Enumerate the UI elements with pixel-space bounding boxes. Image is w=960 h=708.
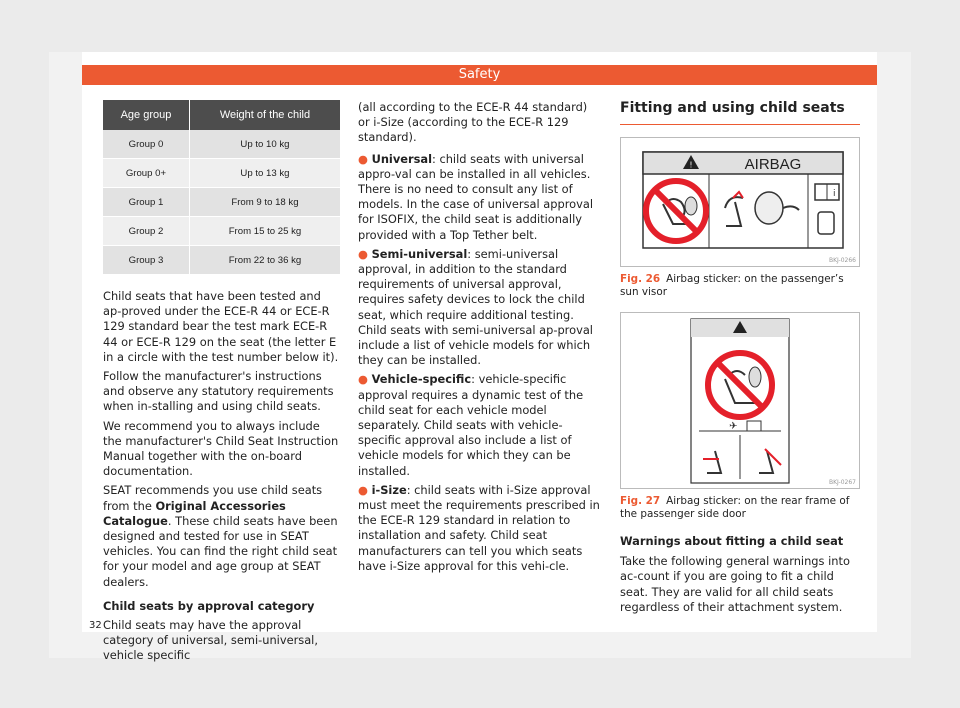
table-row <box>103 159 340 188</box>
right-margin <box>877 52 911 632</box>
section-header: Safety <box>82 65 877 85</box>
figure-27 <box>620 312 860 489</box>
table-row <box>103 217 340 246</box>
figure-27-caption: Fig. 27 Airbag sticker: on the rear frame of the passenger side door <box>620 495 850 520</box>
svg-text:i: i <box>833 189 836 199</box>
table-cell: Group 1 <box>103 188 189 217</box>
table-header-weight: Weight of the child <box>189 100 340 130</box>
accessories-catalogue: Original Accessories Catalogue <box>103 498 286 528</box>
column-middle <box>358 100 601 574</box>
subheading-approval-category: Child seats by approval category <box>103 598 315 613</box>
table-cell: Group 0+ <box>103 159 189 188</box>
paragraph-seat-recommends: SEAT recommends you use child seats from the Original Accessories Catalogue. These child seats have been designed and tested for use in SEAT vehicles. You can find the right child seat for your model and age group at SEAT dealers. <box>103 483 338 589</box>
figure-26-caption: Fig. 26 Airbag sticker: on the passenger’s sun visor <box>620 273 844 298</box>
warnings-heading: Warnings about fitting a child seat <box>620 534 844 548</box>
paragraph-test-mark: Child seats that have been tested and ap-proved under the ECE-R 44 or ECE-R 129 standard bear the test mark ECE-R 44 or ECE-R 129 on the seat (the letter E in a circle with the test number below it). <box>103 289 339 364</box>
table-cell: Up to 10 kg <box>189 130 340 159</box>
paragraph-approval-category: Child seats may have the approval category of universal, semi-universal, vehicle specific <box>103 618 318 663</box>
age-weight-table <box>103 100 340 275</box>
paragraph-manufacturer-instructions: Follow the manufacturer's instructions and observe any statutory requirements when in-stalling and using child seats. <box>103 369 334 414</box>
paragraph-standards: (all according to the ECE-R 44 standard) or i-Size (according to the ECE-R 129 standard). <box>358 100 588 145</box>
figure-code: BKJ-0266 <box>828 257 856 264</box>
left-margin <box>49 52 82 632</box>
table-cell: From 22 to 36 kg <box>189 246 340 275</box>
table-cell: Up to 13 kg <box>189 159 340 188</box>
svg-text:✈: ✈ <box>729 421 738 432</box>
table-cell: Group 2 <box>103 217 189 246</box>
paragraph-recommend-manual: We recommend you to always include the manufacturer's Child Seat Instruction Manual together with the on-board documentation. <box>103 418 339 479</box>
list-item: ● i-Size: child seats with i-Size approval must meet the requirements prescribed in the ECE-R 129 standard in relation to installation and safety. Child seat manufacturers can tell you which seats have i-Size approval for this vehi-cle. <box>358 482 600 573</box>
column-right <box>620 100 860 615</box>
table-row <box>103 188 340 217</box>
warnings-paragraph: Take the following general warnings into ac-count if you are going to fit a child seat. They are valid for all child seats regardless of their attachment system. <box>620 554 850 614</box>
column-left <box>103 100 340 664</box>
table-cell: Group 3 <box>103 246 189 275</box>
table-row <box>103 246 340 275</box>
table-cell: From 15 to 25 kg <box>189 217 340 246</box>
airbag-label: AIRBAG <box>744 156 802 173</box>
page-number: 32 <box>89 620 102 631</box>
list-item: ● Semi-universal: semi-universal approval, in addition to the standard requirements of universal approval, requires safety devices to lock the child seat, which require additional testing. Child seats with semi-universal ap-proval include a list of vehicle models for which they can be installed. <box>358 246 593 368</box>
figure-26 <box>620 137 860 267</box>
table-row <box>103 130 340 159</box>
airbag-door-frame-sticker <box>621 313 859 488</box>
table-cell: Group 0 <box>103 130 189 159</box>
svg-text:!: ! <box>689 160 693 170</box>
list-item: ● Vehicle-specific: vehicle-specific approval requires a dynamic test of the child seat for each vehicle model separately. Child seats with vehicle-specific approval also include a list of vehicle models for which they can be installed. <box>358 372 584 478</box>
list-item: ● Universal: child seats with universal appro-val can be installed in all vehicles. There is no need to consult any list of models. In the case of universal approval for ISOFIX, the child seat is additionally provided with a Top Tether belt. <box>358 151 594 242</box>
figure-code: BKJ-0267 <box>828 479 856 486</box>
table-header-age: Age group <box>103 100 189 130</box>
airbag-sun-visor-sticker <box>621 138 859 266</box>
section-title: Fitting and using child seats <box>620 100 860 125</box>
table-cell: From 9 to 18 kg <box>189 188 340 217</box>
